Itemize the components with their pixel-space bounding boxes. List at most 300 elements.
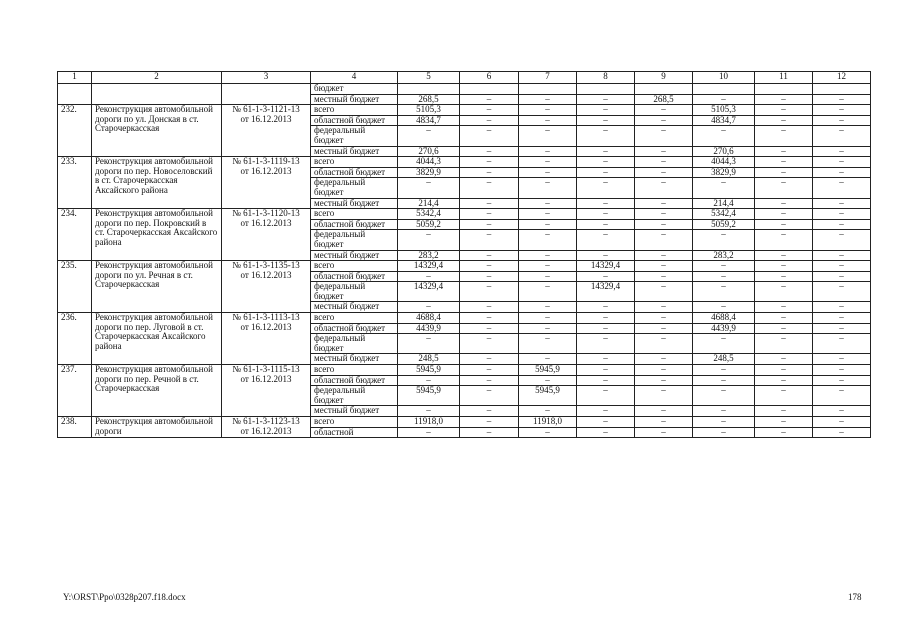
value-cell (460, 84, 519, 95)
value-cell: – (519, 261, 577, 272)
table-row (58, 313, 871, 324)
value-cell: – (398, 375, 460, 386)
value-cell: 214,4 (398, 198, 460, 209)
value-cell: – (755, 105, 813, 116)
value-cell: – (460, 334, 519, 354)
document-date: от 16.12.2013 (240, 425, 292, 436)
funding-source: областной бюджет (311, 115, 398, 126)
table-row (58, 261, 871, 272)
value-cell: – (693, 386, 755, 406)
funding-source: всего (311, 209, 398, 220)
value-cell: 5342,4 (693, 209, 755, 220)
value-cell: 11918,0 (398, 417, 460, 428)
value-cell: – (813, 167, 871, 178)
project-name: Реконструкция автомобильной дороги (92, 417, 222, 438)
value-cell: – (577, 375, 635, 386)
value-cell (635, 84, 693, 95)
continuation-row (58, 84, 871, 95)
column-header: 1 (58, 72, 92, 84)
value-cell: – (755, 386, 813, 406)
table-row (58, 417, 871, 428)
entry-number: 236. (58, 313, 92, 365)
value-cell: – (755, 230, 813, 250)
value-cell: – (813, 146, 871, 157)
value-cell: 4044,3 (398, 157, 460, 168)
value-cell: – (577, 427, 635, 438)
value-cell: – (755, 406, 813, 417)
value-cell: – (635, 375, 693, 386)
value-cell: 4834,7 (693, 115, 755, 126)
funding-source: областной бюджет (311, 219, 398, 230)
document-cell (222, 313, 311, 365)
value-cell: – (755, 271, 813, 282)
value-cell: – (635, 126, 693, 146)
value-cell: – (635, 365, 693, 376)
value-cell: – (755, 250, 813, 261)
value-cell: – (460, 313, 519, 324)
value-cell: – (398, 178, 460, 198)
value-cell: – (460, 219, 519, 230)
value-cell: – (813, 94, 871, 105)
value-cell: – (577, 271, 635, 282)
value-cell: – (519, 198, 577, 209)
table-row (58, 105, 871, 116)
value-cell: – (460, 209, 519, 220)
funding-source: областной бюджет (311, 167, 398, 178)
value-cell: – (813, 427, 871, 438)
value-cell (577, 84, 635, 95)
column-header: 2 (92, 72, 222, 84)
column-header: 9 (635, 72, 693, 84)
value-cell: – (577, 302, 635, 313)
column-header: 7 (519, 72, 577, 84)
funding-source: областной (311, 427, 398, 438)
value-cell: 214,4 (693, 198, 755, 209)
value-cell: – (813, 271, 871, 282)
value-cell: – (398, 271, 460, 282)
value-cell: – (398, 302, 460, 313)
value-cell: – (577, 334, 635, 354)
value-cell: – (519, 219, 577, 230)
column-header: 12 (813, 72, 871, 84)
value-cell: – (398, 126, 460, 146)
value-cell: 4688,4 (693, 313, 755, 324)
value-cell (755, 84, 813, 95)
value-cell: – (635, 146, 693, 157)
value-cell: – (577, 386, 635, 406)
document-cell (222, 261, 311, 313)
value-cell: – (813, 126, 871, 146)
value-cell: – (460, 302, 519, 313)
table-row (58, 209, 871, 220)
value-cell: – (635, 198, 693, 209)
value-cell: 3829,9 (693, 167, 755, 178)
value-cell: – (460, 282, 519, 302)
value-cell: – (460, 178, 519, 198)
value-cell: – (635, 323, 693, 334)
value-cell: – (813, 282, 871, 302)
value-cell: – (460, 365, 519, 376)
document-cell (222, 365, 311, 417)
value-cell: – (755, 302, 813, 313)
value-cell: – (693, 126, 755, 146)
funding-source: местный бюджет (311, 302, 398, 313)
value-cell: – (577, 354, 635, 365)
num-cell (58, 84, 92, 105)
value-cell: – (693, 365, 755, 376)
header-row (58, 72, 871, 84)
document-number: № 61-1-3-1115-13 (232, 364, 300, 375)
document-cell (222, 157, 311, 209)
value-cell: 14329,4 (398, 261, 460, 272)
value-cell: 5105,3 (693, 105, 755, 116)
value-cell: – (519, 271, 577, 282)
value-cell: – (460, 94, 519, 105)
funding-source: всего (311, 313, 398, 324)
document-number: № 61-1-3-1123-13 (232, 416, 300, 426)
entry-number: 235. (58, 261, 92, 313)
value-cell: – (813, 261, 871, 272)
value-cell: – (398, 334, 460, 354)
value-cell: – (813, 198, 871, 209)
value-cell: – (693, 417, 755, 428)
value-cell: – (577, 313, 635, 324)
value-cell: 5105,3 (398, 105, 460, 116)
value-cell: – (755, 417, 813, 428)
value-cell: – (813, 105, 871, 116)
document-date: от 16.12.2013 (240, 269, 292, 280)
value-cell: – (813, 354, 871, 365)
value-cell: – (519, 427, 577, 438)
value-cell: – (693, 406, 755, 417)
document-date: от 16.12.2013 (240, 113, 292, 124)
value-cell: – (755, 427, 813, 438)
column-header: 11 (755, 72, 813, 84)
project-name: Реконструкция автомобильной дороги по пер. Покровский в ст. Старочеркасская Аксайского района (92, 209, 222, 261)
value-cell: 5342,4 (398, 209, 460, 220)
document-cell (222, 105, 311, 157)
value-cell: – (519, 282, 577, 302)
value-cell: – (460, 406, 519, 417)
value-cell: – (577, 198, 635, 209)
value-cell: 5945,9 (519, 386, 577, 406)
project-name: Реконструкция автомобильной дороги по пер. Луговой в ст. Старочеркасская Аксайского района (92, 313, 222, 365)
value-cell: – (635, 230, 693, 250)
page-number: 178 (848, 592, 862, 602)
value-cell: – (460, 157, 519, 168)
value-cell: – (635, 250, 693, 261)
value-cell: – (460, 126, 519, 146)
value-cell: – (755, 282, 813, 302)
value-cell: – (693, 94, 755, 105)
value-cell: – (460, 146, 519, 157)
entry-number: 234. (58, 209, 92, 261)
document-date: от 16.12.2013 (240, 373, 292, 384)
column-header: 6 (460, 72, 519, 84)
value-cell: – (460, 115, 519, 126)
value-cell: – (577, 126, 635, 146)
value-cell: – (813, 365, 871, 376)
value-cell: – (755, 354, 813, 365)
value-cell: – (519, 209, 577, 220)
funding-source: всего (311, 105, 398, 116)
value-cell: – (635, 313, 693, 324)
value-cell: – (577, 230, 635, 250)
value-cell: – (460, 427, 519, 438)
value-cell: 248,5 (398, 354, 460, 365)
column-header: 4 (311, 72, 398, 84)
value-cell: – (519, 167, 577, 178)
value-cell: – (813, 157, 871, 168)
value-cell: 270,6 (693, 146, 755, 157)
value-cell: – (755, 261, 813, 272)
entry-number: 237. (58, 365, 92, 417)
value-cell: – (755, 198, 813, 209)
value-cell: 248,5 (693, 354, 755, 365)
value-cell: 4688,4 (398, 313, 460, 324)
funding-source: областной бюджет (311, 271, 398, 282)
value-cell: – (813, 209, 871, 220)
column-header: 10 (693, 72, 755, 84)
value-cell: – (635, 261, 693, 272)
value-cell: 4834,7 (398, 115, 460, 126)
value-cell: – (813, 386, 871, 406)
funding-source: местный бюджет (311, 354, 398, 365)
value-cell: – (577, 209, 635, 220)
funding-source: местный бюджет (311, 146, 398, 157)
value-cell: 3829,9 (398, 167, 460, 178)
value-cell: – (635, 167, 693, 178)
funding-source: областной бюджет (311, 375, 398, 386)
funding-source: всего (311, 417, 398, 428)
table-row (58, 365, 871, 376)
project-name: Реконструкция автомобильной дороги по ул. Донская в ст. Старочеркасская (92, 105, 222, 157)
value-cell: 4439,9 (398, 323, 460, 334)
value-cell: – (635, 178, 693, 198)
value-cell: – (577, 146, 635, 157)
entry-number: 233. (58, 157, 92, 209)
funding-source: местный бюджет (311, 198, 398, 209)
value-cell: – (693, 178, 755, 198)
value-cell: 5059,2 (398, 219, 460, 230)
funding-source: всего (311, 157, 398, 168)
value-cell: 5945,9 (519, 365, 577, 376)
document-cell (222, 417, 311, 438)
value-cell: – (635, 282, 693, 302)
value-cell: – (813, 219, 871, 230)
value-cell: – (519, 146, 577, 157)
project-name: Реконструкция автомобильной дороги по ул. Речная в ст. Старочеркасская (92, 261, 222, 313)
document-date: от 16.12.2013 (240, 165, 292, 176)
funding-source: федеральный бюджет (311, 178, 398, 198)
value-cell: – (460, 386, 519, 406)
value-cell: – (635, 157, 693, 168)
value-cell: – (693, 302, 755, 313)
value-cell: – (460, 271, 519, 282)
value-cell: – (755, 323, 813, 334)
value-cell: – (755, 209, 813, 220)
value-cell: – (460, 417, 519, 428)
document-date: от 16.12.2013 (240, 217, 292, 228)
column-header: 5 (398, 72, 460, 84)
column-header: 3 (222, 72, 311, 84)
document-number: № 61-1-3-1119-13 (232, 156, 300, 167)
column-header: 8 (577, 72, 635, 84)
value-cell: 283,2 (398, 250, 460, 261)
value-cell: – (813, 115, 871, 126)
funding-source: федеральный бюджет (311, 334, 398, 354)
value-cell: – (577, 250, 635, 261)
source-cell: местный бюджет (311, 94, 398, 105)
value-cell: – (577, 105, 635, 116)
value-cell: – (813, 178, 871, 198)
value-cell: – (519, 250, 577, 261)
value-cell: 5945,9 (398, 365, 460, 376)
project-name: Реконструкция автомобильной дороги по пер. Новоселовский в ст. Старочеркасская Аксайского района (92, 157, 222, 209)
value-cell: 4439,9 (693, 323, 755, 334)
value-cell: – (635, 302, 693, 313)
value-cell: – (519, 406, 577, 417)
value-cell: – (635, 105, 693, 116)
value-cell: – (460, 250, 519, 261)
value-cell: – (519, 230, 577, 250)
value-cell: – (577, 323, 635, 334)
document-cell (222, 209, 311, 261)
value-cell: – (635, 427, 693, 438)
value-cell: – (519, 354, 577, 365)
value-cell: – (755, 157, 813, 168)
value-cell: – (519, 157, 577, 168)
value-cell: – (460, 167, 519, 178)
value-cell: – (693, 427, 755, 438)
value-cell: – (813, 230, 871, 250)
budget-table (57, 71, 871, 438)
value-cell: – (577, 365, 635, 376)
value-cell: 268,5 (398, 94, 460, 105)
value-cell: – (519, 178, 577, 198)
value-cell: – (755, 334, 813, 354)
document-number: № 61-1-3-1113-13 (232, 312, 300, 323)
value-cell: – (755, 167, 813, 178)
value-cell: – (577, 178, 635, 198)
value-cell: – (519, 313, 577, 324)
funding-source: местный бюджет (311, 406, 398, 417)
value-cell: – (577, 157, 635, 168)
value-cell: 14329,4 (398, 282, 460, 302)
doc-cell (222, 84, 311, 105)
value-cell: 14329,4 (577, 282, 635, 302)
value-cell: – (519, 323, 577, 334)
name-cell (92, 84, 222, 105)
value-cell: – (398, 406, 460, 417)
value-cell: – (813, 323, 871, 334)
value-cell: – (755, 126, 813, 146)
value-cell: – (635, 209, 693, 220)
value-cell: – (693, 271, 755, 282)
value-cell: – (398, 427, 460, 438)
value-cell: – (577, 219, 635, 230)
value-cell: – (813, 250, 871, 261)
value-cell: – (460, 354, 519, 365)
value-cell: 5059,2 (693, 219, 755, 230)
value-cell: – (755, 146, 813, 157)
value-cell: – (693, 282, 755, 302)
value-cell: – (755, 219, 813, 230)
funding-source: федеральный бюджет (311, 282, 398, 302)
value-cell: – (519, 105, 577, 116)
value-cell: – (635, 417, 693, 428)
value-cell: – (635, 334, 693, 354)
funding-source: федеральный бюджет (311, 126, 398, 146)
value-cell: – (460, 375, 519, 386)
value-cell: – (813, 313, 871, 324)
document-number: № 61-1-3-1121-13 (232, 104, 300, 115)
value-cell: – (519, 375, 577, 386)
value-cell: – (755, 178, 813, 198)
value-cell: – (755, 115, 813, 126)
value-cell (519, 84, 577, 95)
source-cell: бюджет (311, 84, 398, 95)
value-cell: 14329,4 (577, 261, 635, 272)
funding-source: областной бюджет (311, 323, 398, 334)
value-cell: – (813, 375, 871, 386)
value-cell: – (635, 406, 693, 417)
value-cell: – (813, 334, 871, 354)
document-number: № 61-1-3-1135-13 (232, 260, 300, 271)
value-cell: – (755, 313, 813, 324)
value-cell: 283,2 (693, 250, 755, 261)
funding-source: всего (311, 365, 398, 376)
entry-number: 238. (58, 417, 92, 438)
value-cell: – (460, 230, 519, 250)
value-cell: 4044,3 (693, 157, 755, 168)
value-cell: – (635, 354, 693, 365)
value-cell: – (398, 230, 460, 250)
value-cell: – (693, 334, 755, 354)
value-cell: – (519, 302, 577, 313)
value-cell: – (693, 230, 755, 250)
value-cell: – (635, 115, 693, 126)
value-cell: – (460, 105, 519, 116)
value-cell: 5945,9 (398, 386, 460, 406)
funding-source: федеральный бюджет (311, 386, 398, 406)
value-cell: – (635, 271, 693, 282)
document-number: № 61-1-3-1120-13 (232, 208, 300, 219)
value-cell (813, 84, 871, 95)
value-cell (693, 84, 755, 95)
value-cell: – (755, 94, 813, 105)
value-cell: – (755, 375, 813, 386)
value-cell: – (755, 365, 813, 376)
value-cell: – (635, 219, 693, 230)
value-cell: – (460, 323, 519, 334)
value-cell: 270,6 (398, 146, 460, 157)
value-cell: – (519, 334, 577, 354)
value-cell: – (577, 417, 635, 428)
value-cell: 11918,0 (519, 417, 577, 428)
value-cell: – (577, 94, 635, 105)
value-cell: – (460, 198, 519, 209)
project-name: Реконструкция автомобильной дороги по пер. Речной в ст. Старочеркасская (92, 365, 222, 417)
table-row (58, 157, 871, 168)
value-cell: – (519, 94, 577, 105)
value-cell: – (693, 375, 755, 386)
value-cell: – (519, 115, 577, 126)
value-cell: – (460, 261, 519, 272)
value-cell: – (577, 167, 635, 178)
entry-number: 232. (58, 105, 92, 157)
footer-file-path: Y:\ORST\Ppo\0328p207.f18.docx (63, 592, 186, 602)
